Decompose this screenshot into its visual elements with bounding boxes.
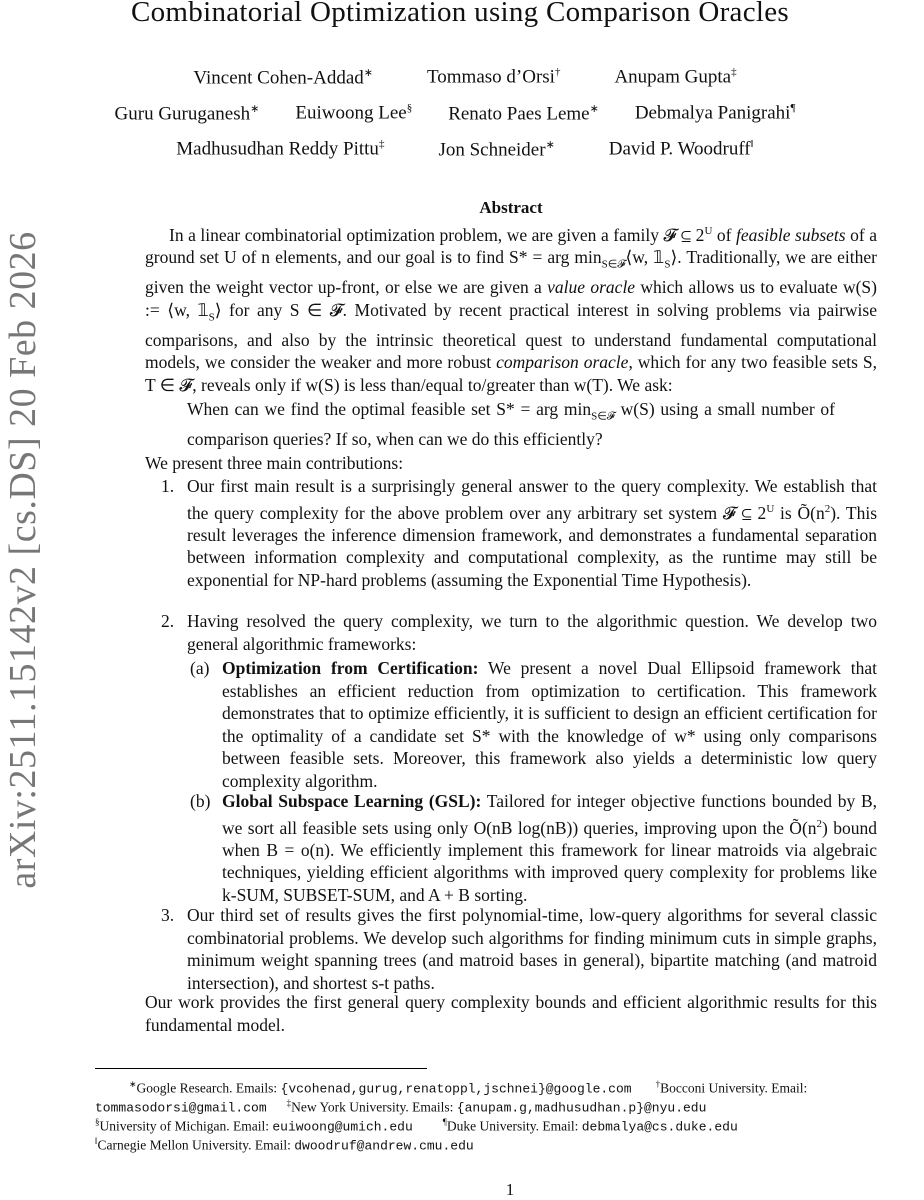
author: Tommaso d’Orsi† [426, 66, 561, 88]
footnote-1: ∗Google Research. Emails: {vcohenad,gurug,renatoppl,jschnei}@google.com †Bocconi University. Email: [129, 1079, 808, 1097]
abstract-closing: Our work provides the first general query complexity bounds and efficient algorithmic results for this fundamental model. [145, 992, 877, 1035]
research-question: When can we find the optimal feasible set S* = arg $\min_{S\in 𝓕} w(S)$ using a small number of comparison queries? If so, when can we do this efficiently? [187, 399, 835, 449]
arxiv-sidebar [2, 230, 44, 890]
contribution-2a: Optimization from Certification: We present a novel Dual Ellipsoid framework that establishes an efficient reduction from optimization to certification. This framework demonstrates that to optimize efficiently, it is sufficient to design an efficient certification for the optimality of a candidate set S* with the knowledge of w* using only comparisons between feasible sets. Moreover, this framework also yields a deterministic low query complexity algorithm. [222, 658, 877, 791]
list-number: 3. [161, 905, 175, 925]
contributions-intro: We present three main contributions: [145, 453, 404, 473]
author-row-1 [100, 66, 830, 89]
author: Guru Guruganesh∗ [114, 103, 260, 125]
contribution-1: Our first main result is a surprisingly general answer to the query complexity. We establish that the query complexity for the above problem over any arbitrary set system 𝓕 ⊆ $2^U$ is $Õ(n^2)$. This result leverages the inference dimension framework, and demonstrates a fundamental separation between information complexity and computational complexity, as the runtime may still be exponential for NP-hard problems (assuming the Exponential Time Hypothesis). [187, 476, 877, 590]
author: Anupam Gupta‡ [614, 66, 737, 88]
author-row-2 [80, 102, 830, 125]
paper-title: Combinatorial Optimization using Comparison Oracles [130, 0, 790, 28]
list-number: (b) [190, 791, 211, 811]
contribution-2: Having resolved the query complexity, we turn to the algorithmic question. We develop two general algorithmic frameworks: [187, 611, 877, 654]
author: Madhusudhan Reddy Pittu‡ [176, 138, 385, 160]
list-number: 1. [161, 476, 175, 496]
author: Renato Paes Leme∗ [448, 103, 599, 125]
footnote-4: ‖Carnegie Mellon University. Email: dwoodruf@andrew.cmu.edu [95, 1136, 474, 1154]
author: Vincent Cohen-Addad∗ [193, 67, 373, 89]
page-number: 1 [505, 1180, 515, 1199]
footnote-3: §University of Michigan. Email: euiwoong@umich.edu ¶Duke University. Email: debmalya@cs.duke.edu [95, 1117, 738, 1135]
footnote-rule [95, 1068, 427, 1069]
contribution-3: Our third set of results gives the first polynomial-time, low-query algorithms for several classic combinatorial problems. We develop such algorithms for finding minimum cuts in simple graphs, minimum weight spanning trees (and matroid bases in general), bipartite matching (and matroid intersection), and shortest s-t paths. [187, 905, 877, 993]
abstract-heading: Abstract [479, 198, 543, 217]
author-row-3 [100, 138, 830, 161]
author: Debmalya Panigrahi¶ [634, 102, 796, 124]
arxiv-identifier: arXiv:2511.15142v2 [cs.DS] 20 Feb 2026 [2, 231, 44, 889]
footnote-2: tommasodorsi@gmail.com ‡New York University. Emails: {anupam.g,madhusudhan.p}@nyu.edu [95, 1098, 707, 1116]
list-number: (a) [190, 658, 210, 678]
abstract-paragraph-1: In a linear combinatorial optimization problem, we are given a family 𝓕 ⊆ $2^U$ of feasible subsets of a ground set U of n elements, and our goal is to find S* = arg $\min_{S\in 𝓕}⟨w$, $𝟙_S⟩$. Traditionally, we are either given the weight vector up-front, or else we are given a value oracle which allows us to evaluate w(S) := ⟨w, $𝟙_S⟩$ for any S ∈ 𝓕. Motivated by recent practical interest in solving problems via pairwise comparisons, and also by the intrinsic theoretical quest to understand fundamental computational models, we consider the weaker and more robust comparison oracle, which for any two feasible sets S, T ∈ 𝓕, reveals only if w(S) is less than/equal to/greater than w(T). We ask: [145, 224, 877, 395]
author: David P. Woodruff‖ [608, 138, 754, 160]
author: Jon Schneider∗ [438, 139, 555, 161]
contribution-2b: Global Subspace Learning (GSL): Tailored for integer objective functions bounded by B, we sort all feasible sets using only O(nB log(nB)) queries, improving upon the $Õ(n^2)$ bound when B = o(n). We efficiently implement this framework for linear matroids via algebraic techniques, yielding efficient algorithms with improved query complexity for problems like k-SUM, SUBSET-SUM, and A + B sorting. [222, 791, 878, 905]
list-number: 2. [161, 611, 175, 631]
author: Euiwoong Lee§ [295, 102, 413, 124]
